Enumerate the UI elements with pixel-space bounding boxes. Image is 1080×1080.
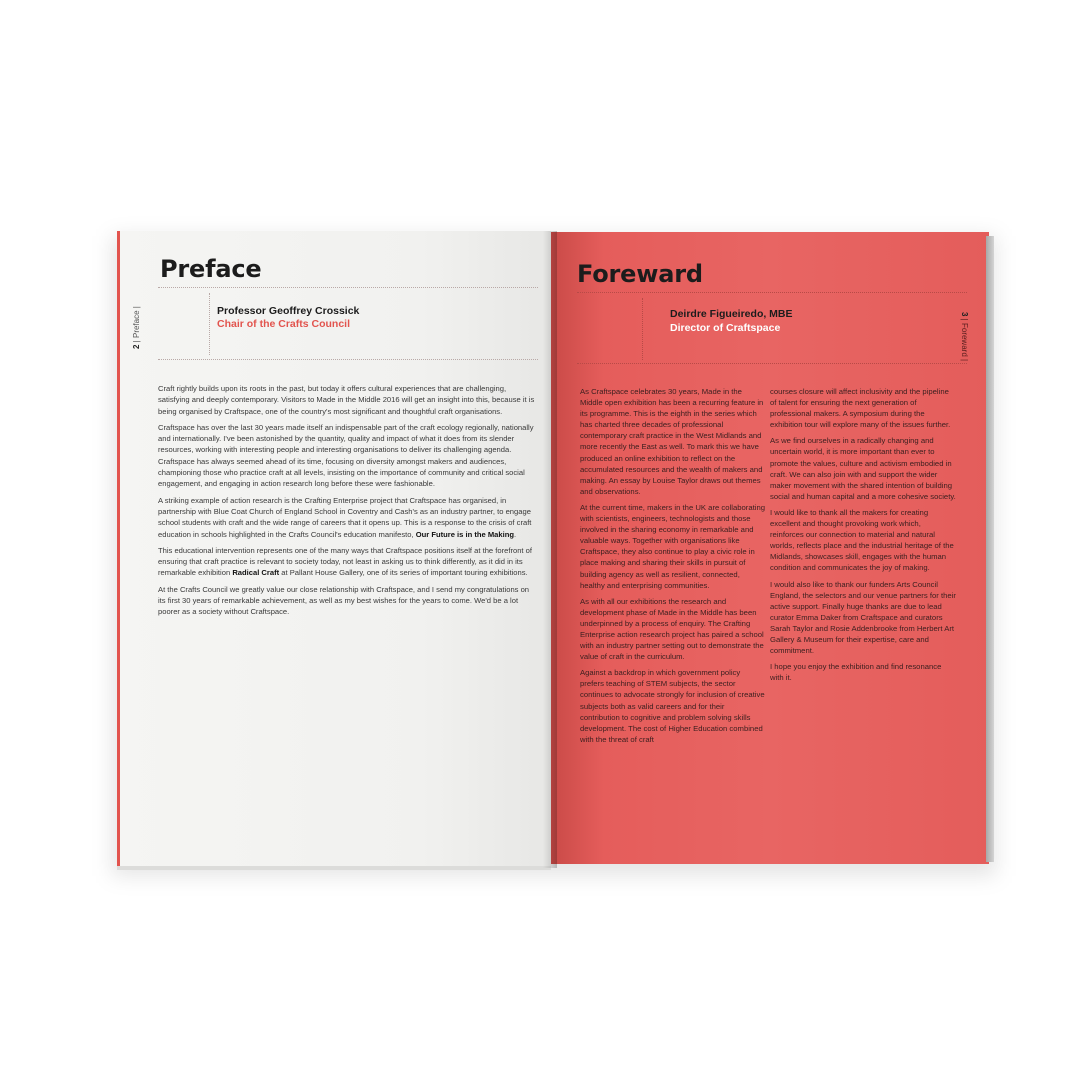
preface-page	[117, 231, 551, 868]
author-role: Chair of the Crafts Council	[217, 318, 351, 330]
paragraph: As Craftspace celebrates 30 years, Made in the Middle open exhibition has been a recurring feature in its programme. This is the eighth in the series which has charted three decades of professional contemporary craft practice in the West Midlands and more recently the East as well. To mark this we have produced an online exhibition to reflect on the accumulated resources and the wealth of makers and making. An essay by Louise Taylor draws out themes and observations.	[580, 387, 764, 496]
page-title: Foreward	[577, 260, 703, 288]
manifesto-title: Our Future is in the Making	[415, 529, 515, 539]
byline-divider	[209, 293, 210, 355]
page-marker: 2 | Preface |	[132, 306, 141, 349]
byline-divider	[642, 298, 643, 360]
paragraph: I would also like to thank our funders Arts Council England, the selectors and our venue partners for their active support. Finally huge thanks are due to lead curator Emma Daker from Craftspace and curators Sarah Taylor and Rosie Addenbrooke from Herbert Art Gallery & Museum for their expertise, care and commitment.	[770, 579, 956, 656]
foreward-column-1	[580, 386, 766, 750]
page-label: Preface	[132, 310, 141, 339]
paragraph: Craftspace has over the last 30 years made itself an indispensable part of the craft ecology regionally, nationally and internationally. I've been astonished by the quantity, quality and impact of what it does from its slender resources, working with interesting people and interesting organisations to deliver its challenging agenda. Craftspace has always seemed ahead of its time, focusing on diversity amongst makers and audiences, championing those who practice craft at all levels, insisting on the importance of community and critical social engagement, and engaging in action research long before these were fashionable.	[158, 422, 534, 489]
page-label: Foreward	[960, 322, 969, 357]
page-number: 2	[132, 344, 141, 349]
page-edge	[117, 866, 551, 870]
paragraph: courses closure will affect inclusivity and the pipeline of talent for ensuring the next generation of professional makers. A symposium during the exhibition tour will explore many of the issues further.	[770, 387, 951, 430]
author-role: Director of Craftspace	[670, 322, 781, 334]
page-number: 3	[960, 312, 969, 317]
byline-rule	[577, 363, 967, 364]
paragraph: This educational intervention represents one of the many ways that Craftspace positions itself at the forefront of ensuring that craft practice is relevant to society today, not least in asking us to think differently, as it did in its remarkable exhibition Radical Craft at Pallant House Gallery, one of its series of important touring exhibitions.	[158, 545, 532, 578]
byline-rule	[158, 359, 538, 360]
author-name: Deirdre Figueiredo, MBE	[670, 308, 793, 320]
preface-body	[158, 383, 536, 623]
page-title: Preface	[160, 255, 262, 283]
page-edge	[986, 236, 994, 862]
paragraph: As we find ourselves in a radically changing and uncertain world, it is more important than ever to promote the values, culture and activism embodied in craft. We can also join with and support the wider maker movement with the shared intention of building social and human capital and a more cohesive society.	[770, 436, 956, 501]
exhibition-title: Radical Craft	[232, 568, 280, 578]
paragraph: Craft rightly builds upon its roots in the past, but today it offers cultural experiences that are challenging, satisfying and deeply contemporary. Visitors to Made in the Middle 2016 will get an insight into this, because it is being organised by Craftspace, one of the country's most significant and thoughtful craft organisations.	[158, 384, 535, 416]
foreward-column-2	[770, 386, 956, 688]
title-divider	[158, 287, 538, 288]
title-divider	[577, 292, 967, 293]
paragraph: At the current time, makers in the UK are collaborating with scientists, engineers, technologists and those involved in the sharing economy in remarkable and valuable ways. Together with organisations like Craftspace, they also continue to play a civic role in place making and sharing their skills in pursuit of building agency as well as resilient, connected, healthy and enterprising communities.	[580, 502, 766, 590]
page-marker: 3 | Foreward |	[960, 312, 969, 362]
author-name: Professor Geoffrey Crossick	[217, 305, 360, 317]
paragraph: As with all our exhibitions the research and development phase of Made in the Middle has been underpinned by a process of enquiry. The Crafting Enterprise action research project has paired a school with an industry partner setting out to demonstrate the value of craft in the curriculum.	[580, 596, 764, 662]
booklet-spine	[543, 231, 557, 868]
paragraph: I hope you enjoy the exhibition and find resonance with it.	[770, 662, 942, 683]
paragraph: Against a backdrop in which government policy prefers teaching of STEM subjects, the sector continues to advocate strongly for inclusion of creative subjects both as valid careers and for their contribution to cognitive and problem solving skills development. The cost of Higher Education combined with the threat of craft	[580, 668, 765, 744]
paragraph: At the Crafts Council we greatly value our close relationship with Craftspace, and I send my congratulations on its first 30 years of remarkable achievement, as well as my best wishes for the years to come. We'd be a lot poorer as a society without Craftspace.	[158, 584, 530, 617]
foreward-page	[551, 232, 989, 864]
paragraph: I would like to thank all the makers for creating excellent and thought provoking work which, reinforces our connection to material and natural worlds, reflects place and the industrial heritage of the Midlands, showcases skill, engages with the human condition and communicates the joy of making.	[770, 507, 954, 573]
paragraph: A striking example of action research is the Crafting Enterprise project that Craftspace has organised, in partnership with Blue Coat Church of England School in Coventry and Cash's as an industry partner, to engage school students with craft and the wide range of careers that it opens up. This is a response to the crisis of craft education in schools highlighted in the Crafts Council's education manifesto, Our Future is in the Making.	[158, 495, 532, 539]
